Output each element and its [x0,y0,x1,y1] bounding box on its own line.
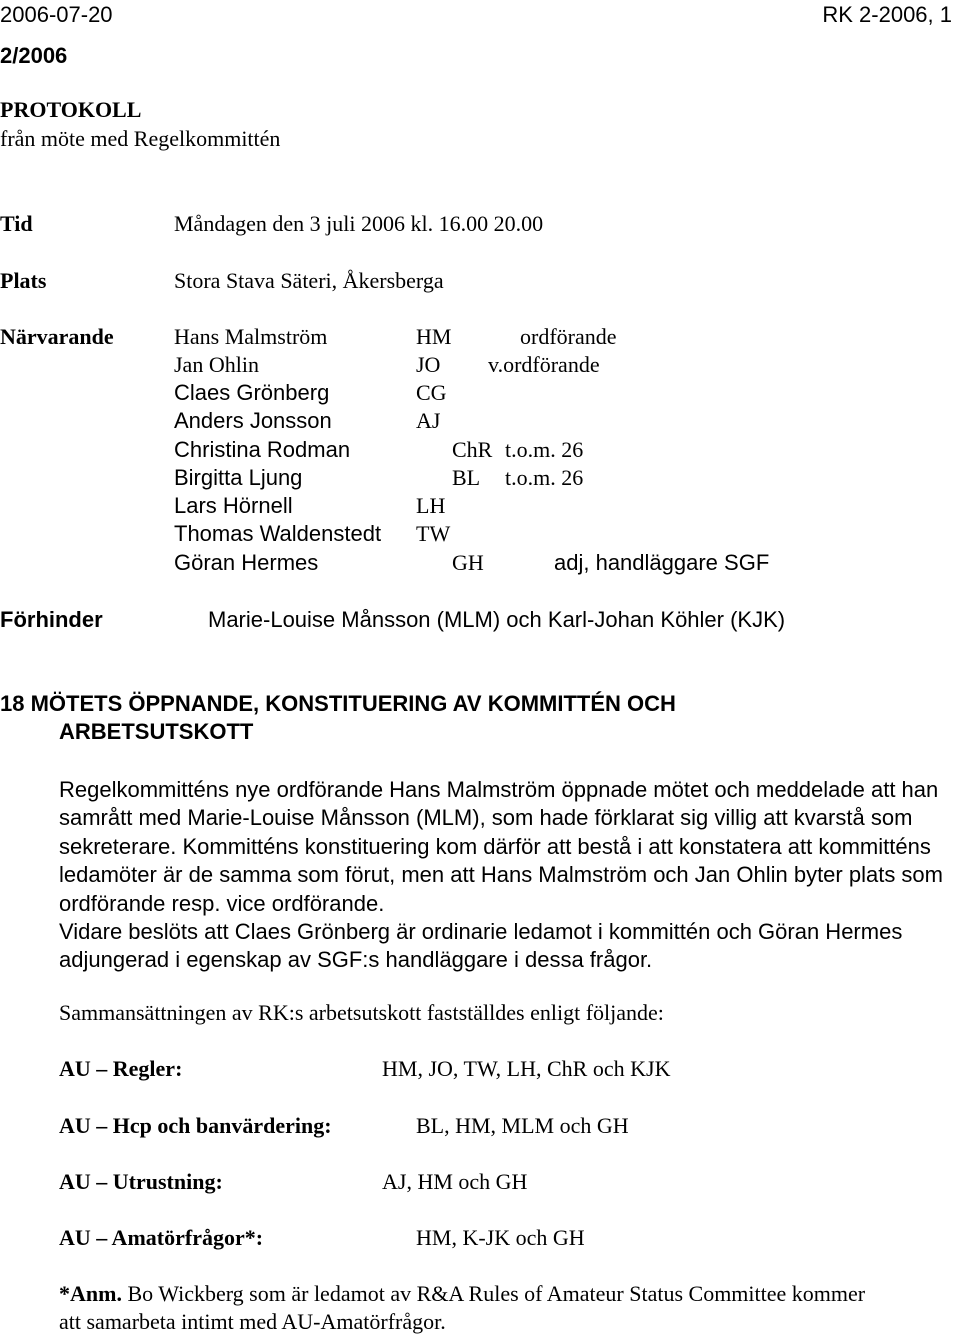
attendee-initials: GH [452,550,484,575]
plats-label: Plats [0,268,47,293]
working-group-label: AU – Utrustning: [59,1169,223,1194]
section-heading: 18 MÖTETS ÖPPNANDE, KONSTITUERING AV KOMMITTÉN OCH [0,691,676,716]
attendee-initials: TW [416,521,451,546]
paragraph-line: adjungerad i egenskap av SGF:s handläggare i dessa frågor. [59,947,653,973]
attendee-initials: ChR [452,437,493,462]
footnote-continued: att samarbeta intimt med AU-Amatörfrågor. [59,1309,446,1334]
footnote [59,1283,865,1305]
section-heading-continued: ARBETSUTSKOTT [59,719,254,744]
attendee-name: Göran Hermes [174,550,319,575]
attendee-initials: CG [416,380,447,405]
attendee-name: Claes Grönberg [174,380,330,405]
paragraph-line: Regelkommitténs nye ordförande Hans Malmström öppnade mötet och meddelade att han [59,777,939,802]
paragraph-line: Vidare beslöts att Claes Grönberg är ordinarie ledamot i kommittén och Göran Hermes [59,919,903,945]
section-paragraph [59,776,959,975]
working-group-label: AU – Amatörfrågor*: [59,1225,264,1250]
composition-intro: Sammansättningen av RK:s arbetsutskott fastställdes enligt följande: [59,1000,664,1025]
paragraph-line: ledamöter är de samma som förut, men att Hans Malmström och Jan Ohlin byter plats som [59,862,943,888]
tid-label: Tid [0,211,33,236]
working-group-members: HM, K-JK och GH [416,1225,585,1250]
forhinder-label: Förhinder [0,607,103,632]
working-group-label: AU – Regler: [59,1056,183,1081]
paragraph-line: ordförande resp. vice ordförande. [59,890,385,916]
attendee-name: Hans Malmström [174,324,328,349]
paragraph-line: sekreterare. Kommitténs konstituering kom därför att bestå i att konstatera att kommitténs [59,833,931,859]
attendee-initials: LH [416,493,446,518]
attendee-name: Thomas Waldenstedt [174,521,382,546]
attendee-initials: JO [416,352,441,377]
attendee-role: t.o.m. 26 [505,437,584,462]
document-reference: RK 2-2006, 1 [822,2,952,27]
attendee-name: Christina Rodman [174,437,351,462]
attendee-initials: HM [416,324,452,349]
attendee-role: adj, handläggare SGF [554,550,770,575]
working-group-members: BL, HM, MLM och GH [416,1113,629,1138]
attendee-role: t.o.m. 26 [505,465,584,490]
narvarande-label: Närvarande [0,324,114,349]
plats-value: Stora Stava Säteri, Åkersberga [174,268,444,293]
attendee-name: Jan Ohlin [174,352,259,377]
attendee-role: v.ordförande [488,352,600,377]
tid-value: Måndagen den 3 juli 2006 kl. 16.00 20.00 [174,211,544,236]
attendee-name: Anders Jonsson [174,408,332,433]
footnote-text: Bo Wickberg som är ledamot av R&A Rules of Amateur Status Committee kommer [121,1281,866,1306]
document-number: 2/2006 [0,43,68,68]
document-date: 2006-07-20 [0,2,113,27]
working-group-members: HM, JO, TW, LH, ChR och KJK [382,1056,671,1081]
footnote-label: *Anm. [59,1281,122,1306]
forhinder-value: Marie-Louise Månsson (MLM) och Karl-Johan Köhler (KJK) [208,607,786,632]
attendee-role: ordförande [520,324,617,349]
attendee-name: Birgitta Ljung [174,465,303,490]
document-subtitle: från möte med Regelkommittén [0,126,281,151]
attendee-initials: BL [452,465,481,490]
paragraph-line: samrått med Marie-Louise Månsson (MLM), som hade förklarat sig villig att kvarstå som [59,805,913,831]
working-group-label: AU – Hcp och banvärdering: [59,1113,332,1138]
attendee-name: Lars Hörnell [174,493,293,518]
working-group-members: AJ, HM och GH [382,1169,528,1194]
attendee-initials: AJ [416,408,441,433]
document-title: PROTOKOLL [0,97,142,122]
